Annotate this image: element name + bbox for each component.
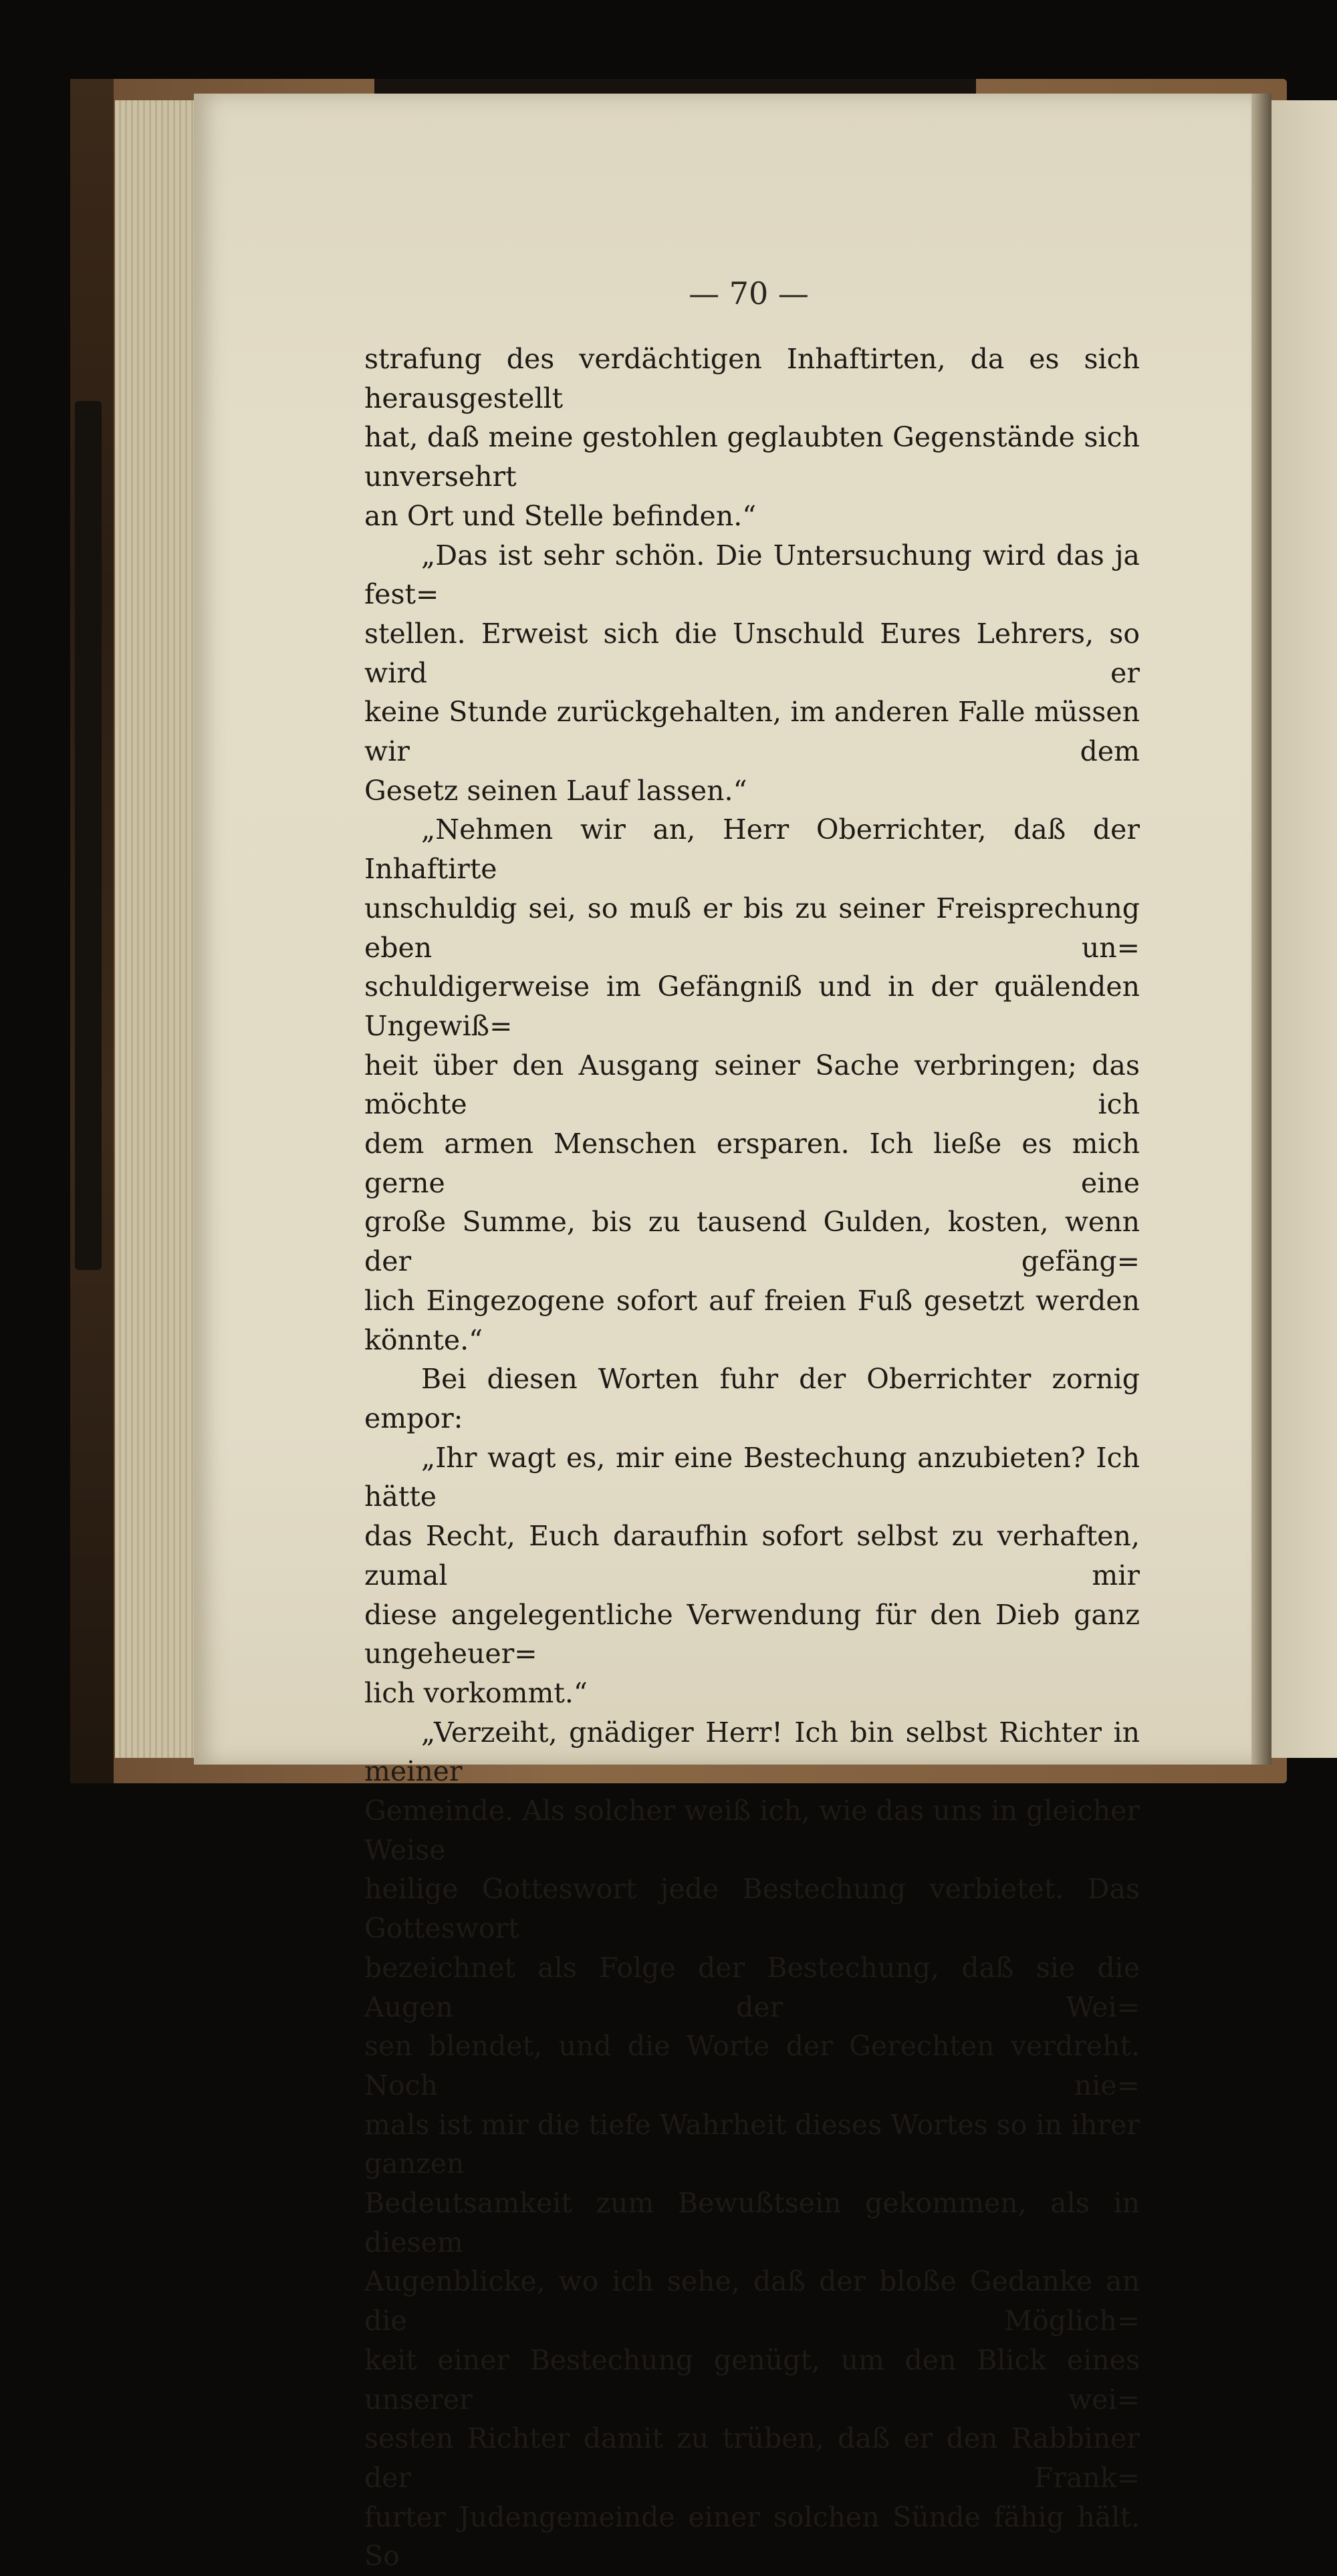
text-line: hat, daß meine gestohlen geglaubten Gegenstände sich unversehrt: [364, 421, 1140, 493]
text-line: dem armen Menschen ersparen. Ich ließe es mich gerne eine: [364, 1128, 1140, 1199]
text-line: keit einer Bestechung genügt, um den Blick eines unserer wei=: [364, 2343, 1140, 2416]
body-text: [364, 340, 1140, 2576]
page-gutter: [1251, 94, 1271, 1765]
text-line: furter Judengemeinde einer solchen Sünde fähig hält. So: [364, 2500, 1140, 2573]
text-line: sen blendet, und die Worte der Gerechten verdreht. Noch nie=: [364, 2030, 1140, 2101]
text-line: schuldigerweise im Gefängniß und in der quälenden Ungewiß=: [364, 971, 1140, 1042]
text-line: „Verzeiht, gnädiger Herr! Ich bin selbst Richter in meiner: [364, 1716, 1140, 1788]
text-line: an Ort und Stelle befinden.“: [364, 499, 757, 532]
text-line: heit über den Ausgang seiner Sache verbringen; das möchte ich: [364, 1049, 1140, 1121]
page-number: — 70 —: [689, 275, 809, 311]
text-line: Gesetz seinen Lauf lassen.“: [364, 774, 747, 807]
text-line: Gemeinde. Als solcher weiß ich, wie das uns in gleicher Weise: [364, 1795, 1140, 1866]
text-line: mals ist mir die tiefe Wahrheit dieses Wortes so in ihrer ganzen: [364, 2108, 1140, 2180]
text-line: lich Eingezogene sofort auf freien Fuß gesetzt werden könnte.“: [364, 1284, 1140, 1356]
page-block-edges: [115, 100, 195, 1758]
facing-page-edge: [1271, 100, 1337, 1758]
text-line: lich vorkommt.“: [364, 1676, 588, 1709]
text-line: diese angelegentliche Verwendung für den Dieb ganz ungeheuer=: [364, 1598, 1140, 1670]
text-line: Bei diesen Worten fuhr der Oberrichter zornig empor:: [364, 1363, 1140, 1434]
text-line: „Das ist sehr schön. Die Untersuchung wird das ja fest=: [364, 539, 1140, 611]
text-line: heilige Gotteswort jede Bestechung verbietet. Das Gotteswort: [364, 1873, 1140, 1945]
text-line: keine Stunde zurückgehalten, im anderen Falle müssen wir dem: [364, 696, 1140, 768]
text-line: große Summe, bis zu tausend Gulden, kosten, wenn der gefäng=: [364, 1206, 1140, 1278]
cover-dark-strip: [75, 401, 102, 1270]
text-line: Augenblicke, wo ich sehe, daß der bloße Gedanke an die Möglich=: [364, 2265, 1140, 2337]
text-line: sesten Richter damit zu trüben, daß er den Rabbiner der Frank=: [364, 2422, 1140, 2494]
text-line: „Ihr wagt es, mir eine Bestechung anzubieten? Ich hätte: [364, 1441, 1140, 1513]
text-line: „Nehmen wir an, Herr Oberrichter, daß der Inhaftirte: [364, 813, 1140, 886]
text-line: stellen. Erweist sich die Unschuld Eures Lehrers, so wird er: [364, 617, 1140, 689]
text-line: das Recht, Euch daraufhin sofort selbst zu verhaften, zumal mir: [364, 1520, 1140, 1591]
text-line: Bedeutsamkeit zum Bewußtsein gekommen, als in diesem: [364, 2187, 1140, 2259]
text-line: bezeichnet als Folge der Bestechung, daß sie die Augen der Wei=: [364, 1951, 1140, 2023]
text-line: strafung des verdächtigen Inhaftirten, da es sich herausgestellt: [364, 343, 1140, 414]
text-line: unschuldig sei, so muß er bis zu seiner Freisprechung eben un=: [364, 892, 1140, 964]
